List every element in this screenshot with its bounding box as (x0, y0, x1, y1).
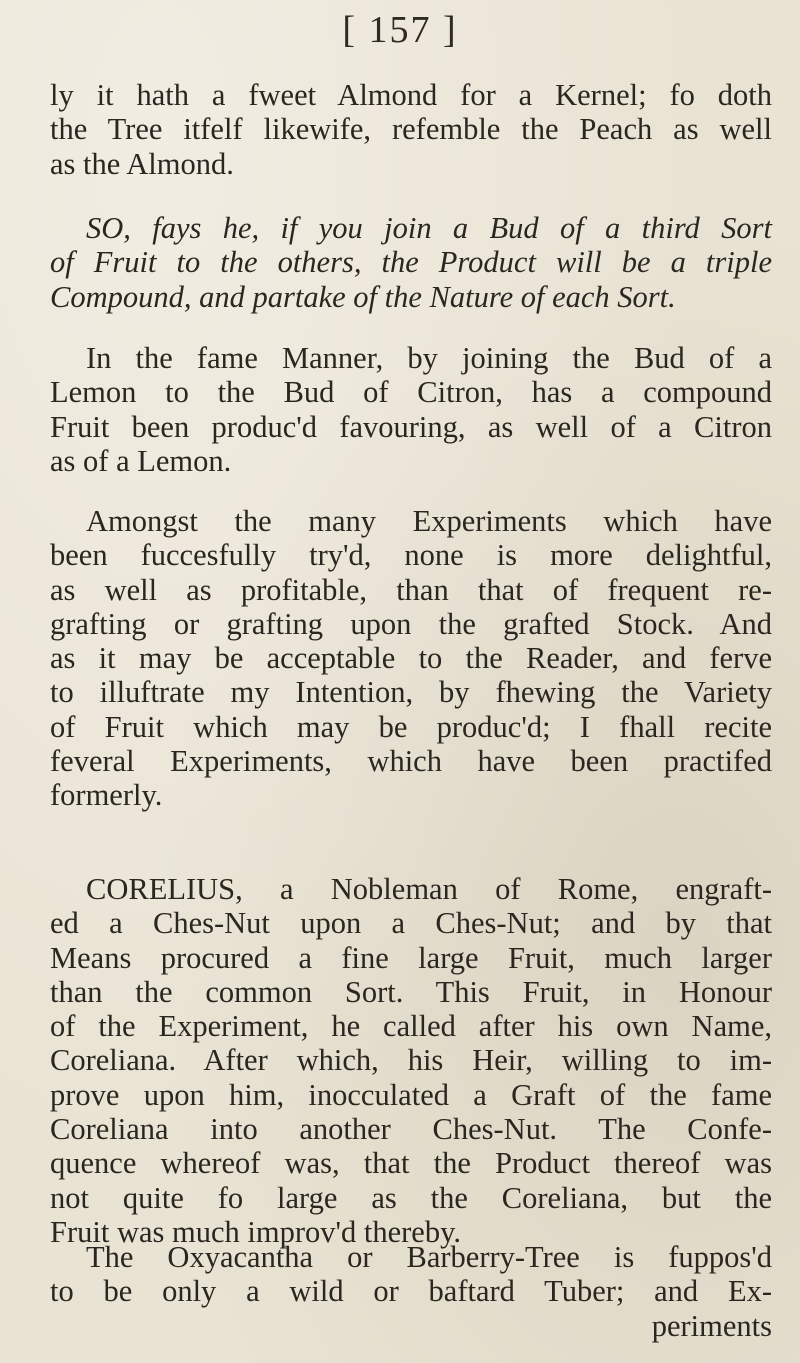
text-line: The Oxyacantha or Barberry-Tree is fuppos'd (86, 1240, 772, 1274)
text-line: as of a Lemon. (50, 443, 232, 478)
text-line: Fruit was much improv'd thereby. (50, 1214, 461, 1249)
text-line: grafting or grafting upon the grafted Stock. And (50, 606, 772, 641)
text-line: of Fruit which may be produc'd; I fhall recite (50, 709, 772, 744)
text-line: CORELIUS, a Nobleman of Rome, engraft- (86, 872, 772, 906)
text-line: formerly. (50, 778, 163, 813)
paragraph-1 (50, 78, 772, 181)
text-line: Amongst the many Experiments which have (86, 504, 772, 538)
text-line: Lemon to the Bud of Citron, has a compound (50, 375, 772, 410)
text-line: Compound, and partake of the Nature of each Sort. (50, 279, 676, 314)
text-line: of Fruit to the others, the Product will be a triple (50, 245, 772, 280)
text-line: of the Experiment, he called after his own Name, (50, 1009, 772, 1044)
paragraph-4 (50, 504, 772, 813)
text-line: SO, fays he, if you join a Bud of a third Sort (86, 211, 772, 245)
text-line: ly it hath a fweet Almond for a Kernel; fo doth (50, 78, 772, 112)
text-line: to be only a wild or baftard Tuber; and Ex- (50, 1274, 772, 1309)
text-line: Means procured a fine large Fruit, much larger (50, 940, 772, 975)
text-line: to illuftrate my Intention, by fhewing the Variety (50, 675, 772, 710)
text-line: as the Almond. (50, 146, 234, 181)
text-line: feveral Experiments, which have been practifed (50, 744, 772, 779)
text-line: Coreliana into another Ches-Nut. The Confe- (50, 1112, 772, 1147)
paragraph-5 (50, 872, 772, 1249)
text-line: not quite fo large as the Coreliana, but the (50, 1180, 772, 1215)
text-line: as it may be acceptable to the Reader, and ferve (50, 641, 772, 676)
paragraph-3 (50, 341, 772, 478)
text-line: ed a Ches-Nut upon a Ches-Nut; and by that (50, 906, 772, 941)
text-line: been fuccesfully try'd, none is more delightful, (50, 538, 772, 573)
page-number: [ 157 ] (342, 9, 458, 51)
text-line: prove upon him, inocculated a Graft of the fame (50, 1077, 772, 1112)
text-line: than the common Sort. This Fruit, in Honour (50, 974, 772, 1009)
text-line: Coreliana. After which, his Heir, willing to im- (50, 1043, 772, 1078)
text-line: as well as profitable, than that of frequent re- (50, 572, 772, 607)
text-line: In the fame Manner, by joining the Bud of a (86, 341, 772, 375)
catchword: periments (651, 1308, 772, 1343)
text-line: quence whereof was, that the Product thereof was (50, 1146, 772, 1181)
paragraph-2 (50, 211, 772, 314)
text-line: the Tree itfelf likewife, refemble the Peach as well (50, 112, 772, 147)
text-line: Fruit been produc'd favouring, as well of a Citron (50, 409, 772, 444)
paragraph-6 (50, 1240, 772, 1343)
